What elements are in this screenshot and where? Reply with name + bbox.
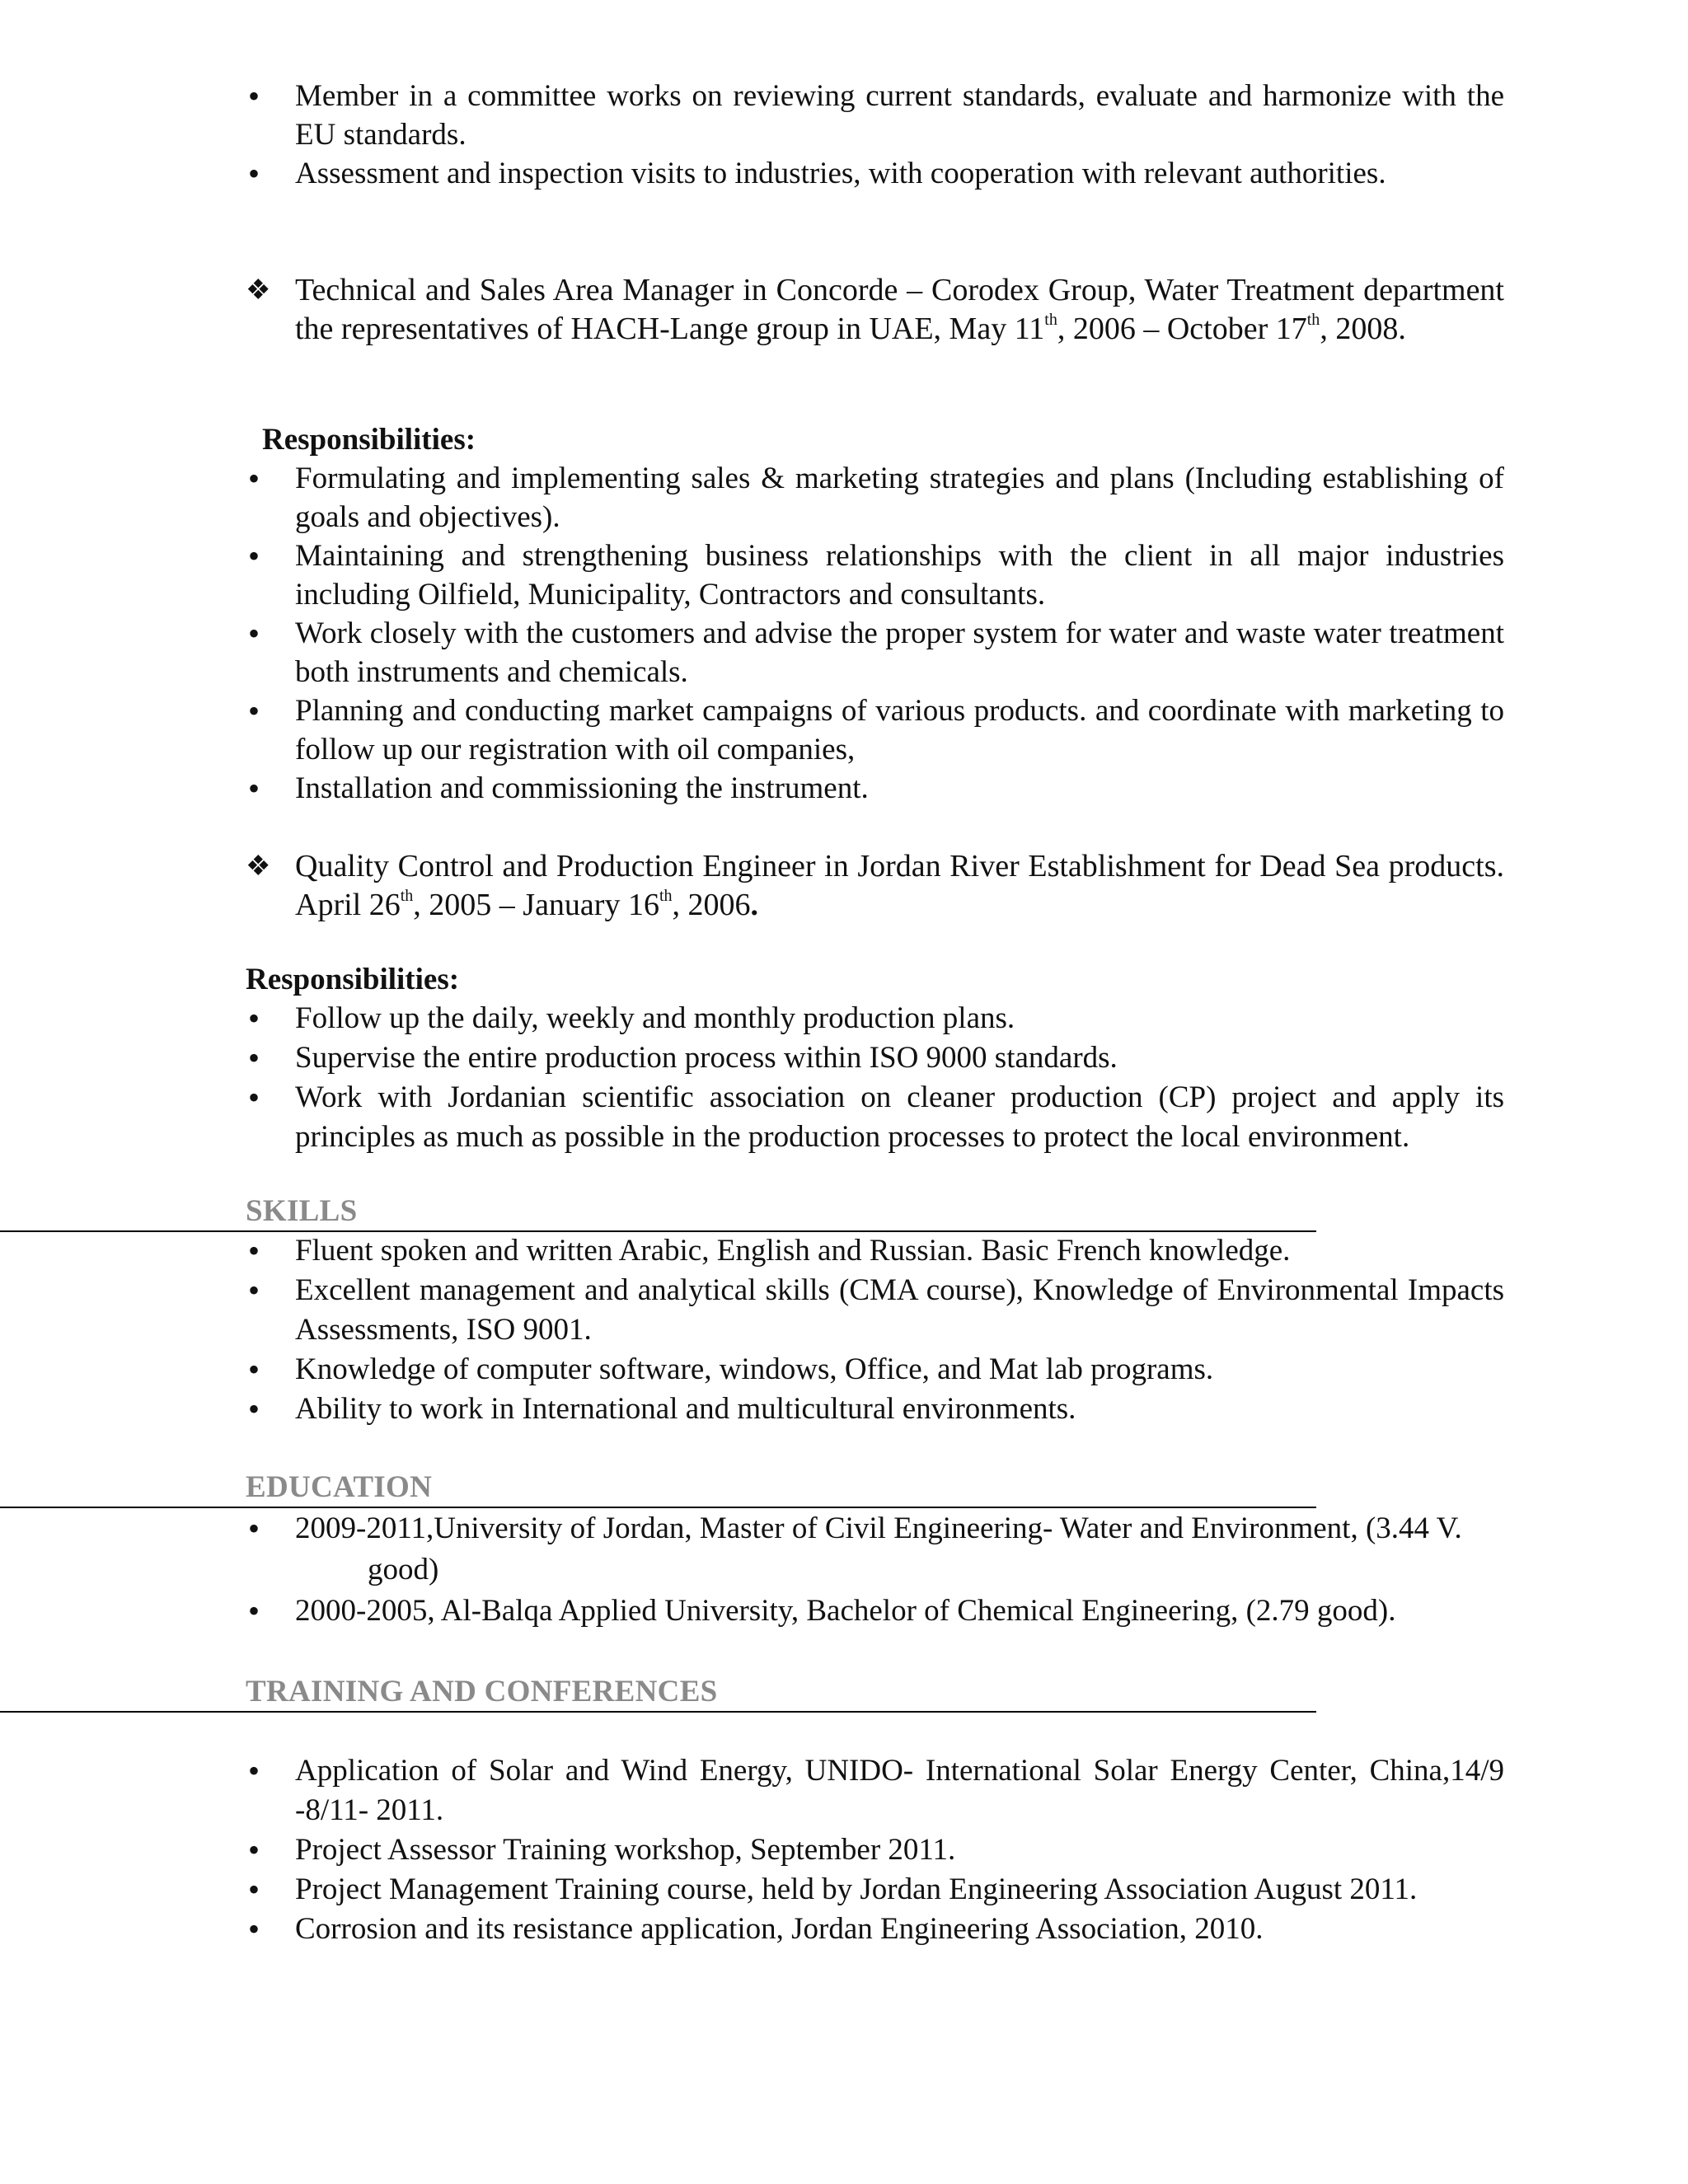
list-item: • 2000-2005, Al-Balqa Applied University, Bachelor of Chemical Engineering, (2.79 good).	[246, 1591, 1504, 1632]
list-item: • Installation and commissioning the instrument.	[246, 769, 1504, 808]
education-list	[246, 1508, 1504, 1632]
bullet-icon	[248, 614, 273, 654]
bullet-icon	[248, 1271, 273, 1312]
diamond-bullet-icon: ❖	[246, 851, 271, 882]
bullet-icon	[248, 1751, 273, 1793]
bullet-icon	[248, 691, 273, 732]
list-item: • Work with Jordanian scientific association on cleaner production (CP) project and apply its principles as much as possible in the production processes to protect the local environment.	[246, 1078, 1504, 1157]
list-item: • Assessment and inspection visits to industries, with cooperation with relevant authorities.	[246, 154, 1504, 193]
section-heading-education: EDUCATION	[246, 1470, 433, 1504]
section-divider	[0, 1711, 1316, 1713]
list-item: • Excellent management and analytical skills (CMA course), Knowledge of Environmental Impacts Assessments, ISO 9001.	[246, 1271, 1504, 1350]
list-item: • Follow up the daily, weekly and monthly production plans.	[246, 999, 1504, 1038]
list-item: • Maintaining and strengthening business relationships with the client in all major industries including Oilfield, Municipality, Contractors and consultants.	[246, 537, 1504, 614]
list-item: • Application of Solar and Wind Energy, UNIDO- International Solar Energy Center, China,14/9 -8/11- 2011.	[246, 1751, 1504, 1830]
list-item: • Project Management Training course, held by Jordan Engineering Association August 2011.	[246, 1870, 1504, 1910]
bullet-icon	[248, 77, 273, 117]
job-entry-jordan-river	[246, 847, 1504, 925]
bullet-icon	[248, 1390, 273, 1431]
job2-responsibilities-list	[246, 999, 1504, 1157]
bullet-icon	[248, 1591, 273, 1633]
list-item: • 2009-2011,University of Jordan, Master of Civil Engineering- Water and Environment, (3.44 V. good)	[246, 1508, 1504, 1591]
responsibilities-label: Responsibilities:	[246, 963, 460, 996]
list-item: • Ability to work in International and multicultural environments.	[246, 1390, 1504, 1429]
bullet-icon	[248, 1038, 273, 1080]
bullet-icon	[248, 459, 273, 499]
job-title: ❖ Quality Control and Production Engineer in Jordan River Establishment for Dead Sea products. April 26th, 2005 – January 16th, 2006.	[246, 849, 1504, 922]
bullet-icon	[248, 537, 273, 577]
responsibilities-label: Responsibilities:	[262, 423, 476, 457]
list-item: • Supervise the entire production process within ISO 9000 standards.	[246, 1038, 1504, 1078]
bullet-icon	[248, 1508, 273, 1551]
skills-list	[246, 1231, 1504, 1429]
list-item: • Planning and conducting market campaigns of various products. and coordinate with marketing to follow up our registration with oil companies,	[246, 691, 1504, 769]
training-list	[246, 1751, 1504, 1949]
section-heading-skills: SKILLS	[246, 1194, 358, 1228]
bullet-icon	[248, 154, 273, 194]
job-entry-concorde	[246, 271, 1504, 349]
list-item: • Corrosion and its resistance application, Jordan Engineering Association, 2010.	[246, 1910, 1504, 1949]
bullet-icon	[248, 1078, 273, 1119]
bullet-icon	[248, 999, 273, 1040]
bullet-icon	[248, 1830, 273, 1872]
bullet-icon	[248, 1870, 273, 1911]
list-item: • Work closely with the customers and advise the proper system for water and waste water treatment both instruments and chemicals.	[246, 614, 1504, 691]
job1-responsibilities-list	[246, 459, 1504, 808]
job-title: ❖ Technical and Sales Area Manager in Concorde – Corodex Group, Water Treatment department the representatives of HACH-Lange group in UAE, May 11th, 2006 – October 17th, 2008.	[246, 273, 1504, 346]
top-bullet-list	[246, 77, 1504, 193]
list-item: • Knowledge of computer software, windows, Office, and Mat lab programs.	[246, 1350, 1504, 1390]
list-item: • Member in a committee works on reviewing current standards, evaluate and harmonize with the EU standards.	[246, 77, 1504, 154]
list-item: • Formulating and implementing sales & marketing strategies and plans (Including establishing of goals and objectives).	[246, 459, 1504, 537]
bullet-icon	[248, 1910, 273, 1951]
bullet-icon	[248, 1350, 273, 1391]
bullet-icon	[248, 769, 273, 809]
section-heading-training: TRAINING AND CONFERENCES	[246, 1675, 718, 1708]
diamond-bullet-icon: ❖	[246, 275, 271, 306]
bullet-icon	[248, 1231, 273, 1272]
list-item: • Fluent spoken and written Arabic, English and Russian. Basic French knowledge.	[246, 1231, 1504, 1271]
list-item: • Project Assessor Training workshop, September 2011.	[246, 1830, 1504, 1870]
